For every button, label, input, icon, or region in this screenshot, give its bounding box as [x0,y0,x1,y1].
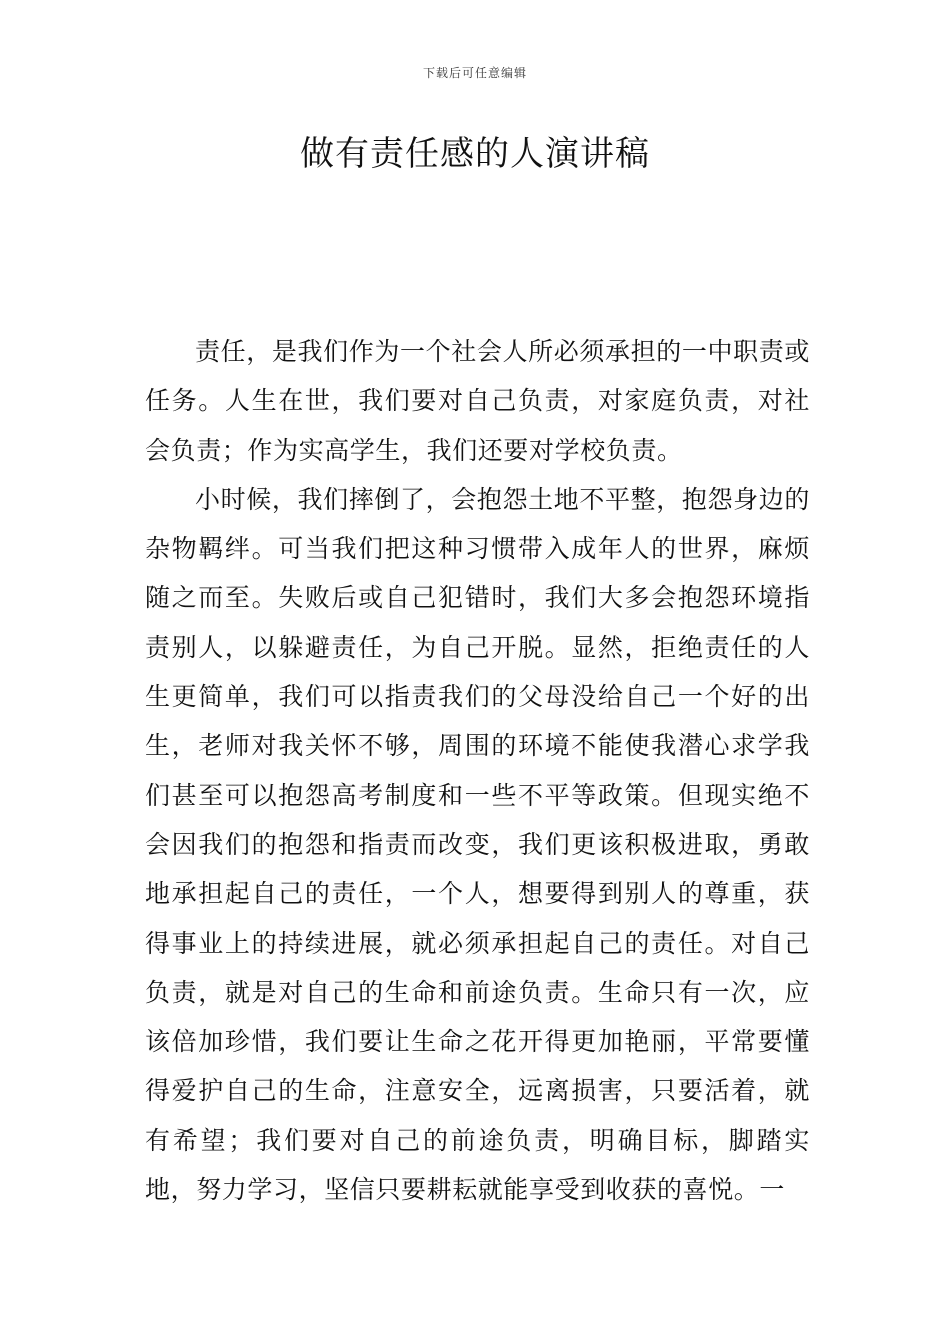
page-title: 做有责任感的人演讲稿 [300,134,650,174]
paragraph: 小时候，我们摔倒了，会抱怨土地不平整，抱怨身边的杂物羁绊。可当我们把这种习惯带入成年人的世界，麻烦随之而至。失败后或自己犯错时，我们大多会抱怨环境指责别人，以躲避责任，为自己开脱。显然，拒绝责任的人生更简单，我们可以指责我们的父母没给自己一个好的出生，老师对我关怀不够，周围的环境不能使我潜心求学我们甚至可以抱怨高考制度和一些不平等政策。但现实绝不会因我们的抱怨和指责而改变，我们更该积极进取，勇敢地承担起自己的责任，一个人，想要得到别人的尊重，获得事业上的持续进展，就必须承担起自己的责任。对自己负责，就是对自己的生命和前途负责。生命只有一次，应该倍加珍惜，我们要让生命之花开得更加艳丽，平常要懂得爱护自己的生命，注意安全，远离损害，只要活着，就有希望；我们要对自己的前途负责，明确目标，脚踏实地，努力学习，坚信只要耕耘就能享受到收获的喜悦。一 [145,484,810,1205]
header-note: 下载后可任意编辑 [422,66,527,80]
paragraph: 责任，是我们作为一个社会人所必须承担的一中职责或任务。人生在世，我们要对自己负责，对家庭负责，对社会负责；作为实高学生，我们还要对学校负责。 [145,337,810,465]
body-text [145,327,810,1214]
